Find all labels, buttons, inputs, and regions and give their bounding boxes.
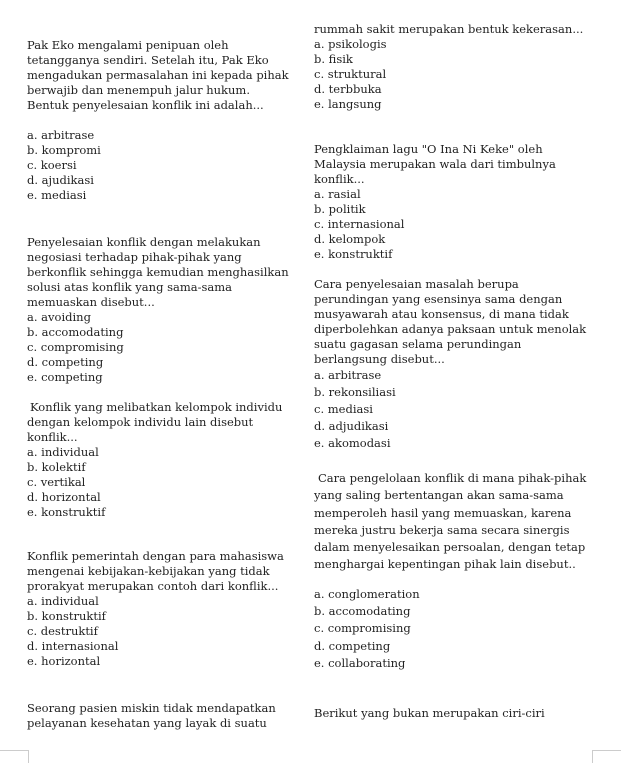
answer-option[interactable]: e. mediasi — [27, 188, 87, 202]
answer-option[interactable]: d. internasional — [27, 639, 119, 653]
answer-option[interactable]: b. politik — [314, 202, 366, 216]
answer-option[interactable]: a. individual — [27, 594, 99, 608]
answer-option[interactable]: e. langsung — [314, 97, 382, 111]
answer-option[interactable]: b. fisik — [314, 52, 353, 66]
question-text: Cara pengelolaan konflik di mana pihak-pihak yang saling bertentangan akan sama-sama memperoleh hasil yang memuaskan, karena mereka justru bekerja sama secara sinergis dalam menyelesaikan persoalan, dengan tetap menghargai kepentingan pihak lain disebut.. — [314, 471, 587, 572]
answer-option[interactable]: a. arbitrase — [27, 128, 95, 142]
answer-option[interactable]: c. internasional — [314, 217, 405, 231]
answer-option[interactable]: b. accomodating — [314, 604, 411, 619]
answer-option[interactable]: e. collaborating — [314, 655, 406, 670]
question-block — [27, 235, 295, 385]
answer-option[interactable]: e. konstruktif — [314, 247, 393, 261]
question-text: Seorang pasien miskin tidak mendapatkan pelayanan kesehatan yang layak di suatu — [27, 701, 276, 730]
question-text: Konflik yang melibatkan kelompok individu dengan kelompok individu lain disebut konflik... — [27, 400, 283, 444]
question-text: rummah sakit merupakan bentuk kekerasan... — [314, 22, 584, 36]
answer-option[interactable]: c. compromising — [314, 621, 411, 636]
answer-options — [314, 187, 589, 262]
question-text: Pak Eko mengalami penipuan oleh tetangganya sendiri. Setelah itu, Pak Eko mengadukan permasalahan ini kepada pihak berwajib dan menempuh jalur hukum. Bentuk penyelesaian konflik ini adalah... — [27, 38, 289, 112]
answer-option[interactable]: e. akomodasi — [314, 436, 391, 450]
question-text: Cara penyelesaian masalah berupa perundingan yang esensinya sama dengan musyawarah atau konsensus, di mana tidak diperbolehkan adanya paksaan untuk menolak suatu gagasan selama perundingan berlangsung disebut... — [314, 277, 587, 366]
answer-option[interactable]: a. arbitrase — [314, 368, 382, 382]
answer-options — [27, 310, 295, 385]
question-block — [314, 22, 589, 112]
answer-option[interactable]: c. compromising — [27, 340, 124, 354]
answer-option[interactable]: e. konstruktif — [27, 505, 106, 519]
question-text: Konflik pemerintah dengan para mahasiswa mengenai kebijakan-kebijakan yang tidak prorakyat merupakan contoh dari konflik... — [27, 549, 284, 593]
answer-option[interactable]: c. destruktif — [27, 624, 98, 638]
answer-option[interactable]: c. koersi — [27, 158, 77, 172]
answer-option[interactable]: e. horizontal — [27, 654, 101, 668]
answer-option[interactable]: d. competing — [314, 638, 391, 653]
answer-option[interactable]: b. accomodating — [27, 325, 124, 339]
question-block — [314, 470, 589, 672]
question-block — [314, 277, 589, 452]
answer-option[interactable]: c. struktural — [314, 67, 387, 81]
answer-option[interactable]: d. competing — [27, 355, 104, 369]
answer-option[interactable]: a. avoiding — [27, 310, 91, 324]
question-block — [314, 142, 589, 262]
question-text: Pengklaiman lagu "O Ina Ni Keke" oleh Malaysia merupakan wala dari timbulnya konflik... — [314, 142, 556, 186]
question-text: Berikut yang bukan merupakan ciri-ciri — [314, 706, 545, 720]
answer-options — [27, 128, 295, 203]
question-block — [27, 400, 295, 520]
answer-options — [314, 37, 589, 112]
question-block — [27, 38, 295, 203]
question-block — [27, 701, 295, 731]
answer-option[interactable]: b. kolektif — [27, 460, 86, 474]
answer-option[interactable]: a. conglomeration — [314, 586, 420, 601]
answer-option[interactable]: a. psikologis — [314, 37, 387, 51]
answer-option[interactable]: b. kompromi — [27, 143, 101, 157]
answer-option[interactable]: d. terbbuka — [314, 82, 382, 96]
answer-option[interactable]: d. horizontal — [27, 490, 101, 504]
question-text: Penyelesaian konflik dengan melakukan negosiasi terhadap pihak-pihak yang berkonflik sehingga kemudian menghasilkan solusi atas konflik yang sama-sama memuaskan disebut... — [27, 235, 289, 309]
answer-options — [27, 594, 295, 669]
answer-option[interactable]: e. competing — [27, 370, 103, 384]
answer-options — [314, 367, 589, 452]
answer-option[interactable]: a. rasial — [314, 187, 361, 201]
answer-option[interactable]: b. rekonsiliasi — [314, 385, 396, 399]
page-corner-mark-left — [0, 750, 29, 763]
answer-option[interactable]: d. kelompok — [314, 232, 386, 246]
answer-options — [314, 586, 589, 672]
answer-option[interactable]: d. adjudikasi — [314, 419, 389, 433]
page-corner-mark-right — [592, 750, 621, 763]
question-block — [314, 706, 589, 721]
answer-options — [27, 445, 295, 520]
answer-option[interactable]: c. mediasi — [314, 402, 373, 416]
answer-option[interactable]: b. konstruktif — [27, 609, 106, 623]
answer-option[interactable]: d. ajudikasi — [27, 173, 94, 187]
question-block — [27, 549, 295, 669]
answer-option[interactable]: c. vertikal — [27, 475, 86, 489]
answer-option[interactable]: a. individual — [27, 445, 99, 459]
